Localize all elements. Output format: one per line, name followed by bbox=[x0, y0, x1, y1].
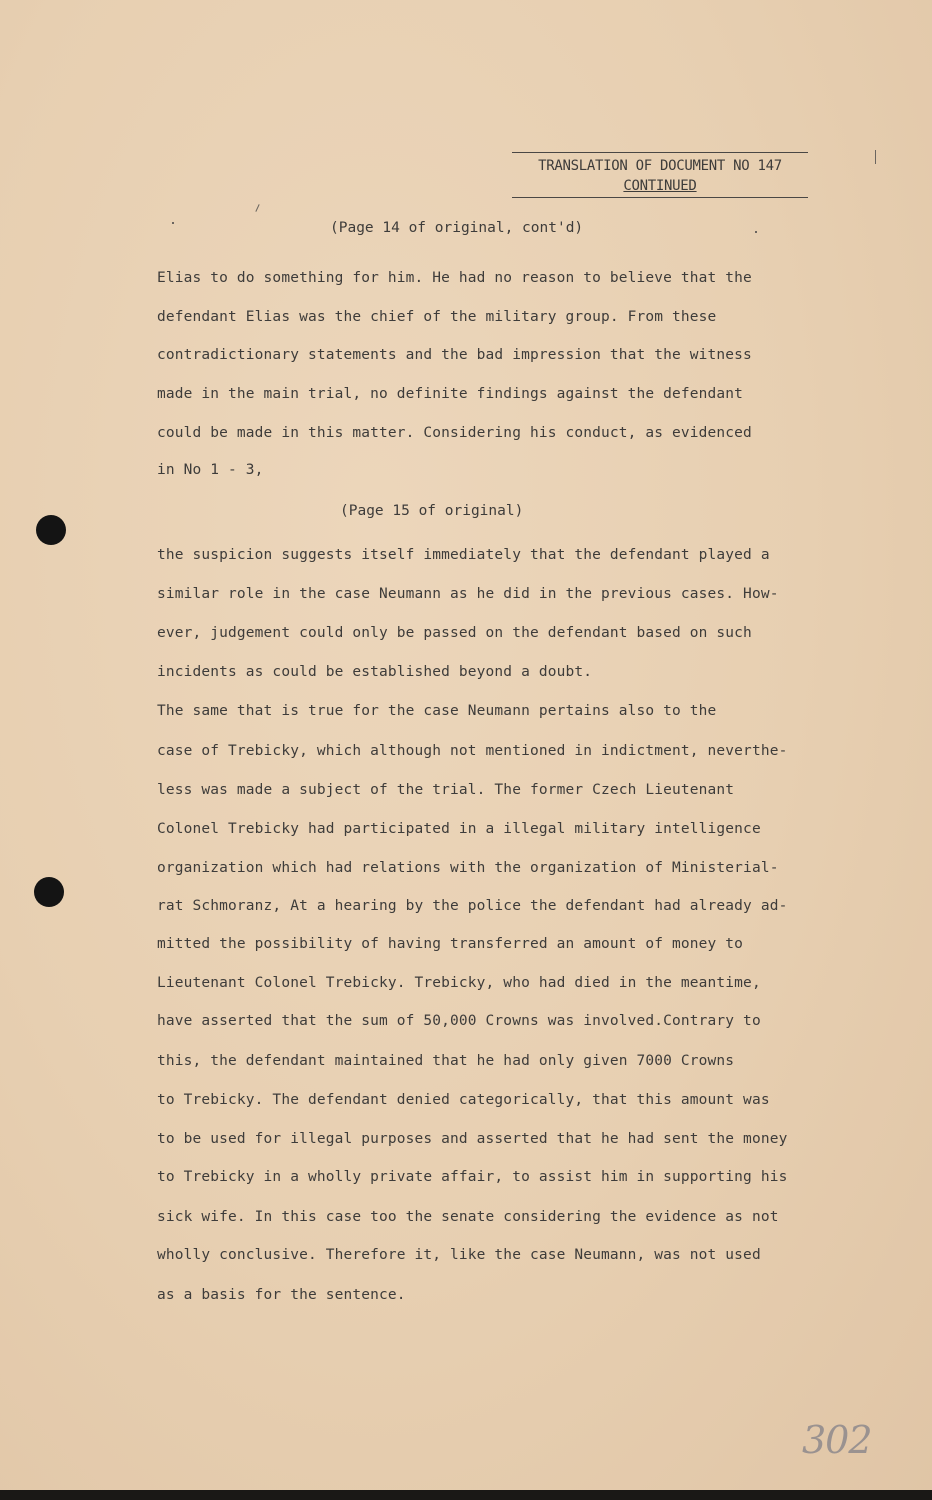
scan-edge bbox=[0, 1490, 932, 1500]
body-line: as a basis for the sentence. bbox=[157, 1287, 406, 1303]
body-line: ever, judgement could only be passed on the defendant based on such bbox=[157, 625, 752, 641]
header-title: TRANSLATION OF DOCUMENT NO 147 bbox=[512, 152, 808, 176]
body-line: Elias to do something for him. He had no reason to believe that the bbox=[157, 270, 752, 286]
body-line: the suspicion suggests itself immediately that the defendant played a bbox=[157, 547, 770, 563]
body-line: to Trebicky in a wholly private affair, to assist him in supporting his bbox=[157, 1169, 788, 1185]
paper-mark bbox=[875, 150, 876, 164]
body-line: The same that is true for the case Neumann pertains also to the bbox=[157, 703, 717, 719]
page-note-first: (Page 14 of original, cont'd) bbox=[330, 220, 584, 236]
punch-hole bbox=[36, 515, 66, 545]
body-line: similar role in the case Neumann as he did in the previous cases. How- bbox=[157, 586, 779, 602]
body-line: defendant Elias was the chief of the military group. From these bbox=[157, 309, 717, 325]
body-line: Lieutenant Colonel Trebicky. Trebicky, who had died in the meantime, bbox=[157, 975, 761, 991]
page-number: 302 bbox=[802, 1418, 872, 1462]
body-line: in No 1 - 3, bbox=[157, 462, 264, 478]
body-line: organization which had relations with the organization of Ministerial- bbox=[157, 860, 779, 876]
page-note-second: (Page 15 of original) bbox=[340, 503, 524, 519]
body-line: could be made in this matter. Considering his conduct, as evidenced bbox=[157, 425, 752, 441]
body-line: sick wife. In this case too the senate considering the evidence as not bbox=[157, 1209, 779, 1225]
body-line: made in the main trial, no definite findings against the defendant bbox=[157, 386, 744, 402]
paper-mark bbox=[172, 222, 174, 224]
body-line: wholly conclusive. Therefore it, like the case Neumann, was not used bbox=[157, 1247, 761, 1263]
body-line: Colonel Trebicky had participated in a illegal military intelligence bbox=[157, 821, 761, 837]
body-line: to Trebicky. The defendant denied categorically, that this amount was bbox=[157, 1092, 770, 1108]
body-line: contradictionary statements and the bad impression that the witness bbox=[157, 347, 752, 363]
document-header bbox=[512, 152, 808, 198]
punch-hole bbox=[34, 877, 64, 907]
header-subtitle: CONTINUED bbox=[512, 176, 808, 198]
body-line: this, the defendant maintained that he had only given 7000 Crowns bbox=[157, 1053, 735, 1069]
paper-mark bbox=[255, 204, 259, 212]
body-line: mitted the possibility of having transferred an amount of money to bbox=[157, 936, 744, 952]
body-line: less was made a subject of the trial. The former Czech Lieutenant bbox=[157, 782, 735, 798]
body-line: incidents as could be established beyond a doubt. bbox=[157, 664, 593, 680]
body-line: have asserted that the sum of 50,000 Crowns was involved.Contrary to bbox=[157, 1013, 761, 1029]
body-line: to be used for illegal purposes and asserted that he had sent the money bbox=[157, 1131, 788, 1147]
paper-mark bbox=[755, 231, 757, 233]
body-line: case of Trebicky, which although not mentioned in indictment, neverthe- bbox=[157, 743, 788, 759]
body-line: rat Schmoranz, At a hearing by the police the defendant had already ad- bbox=[157, 898, 788, 914]
